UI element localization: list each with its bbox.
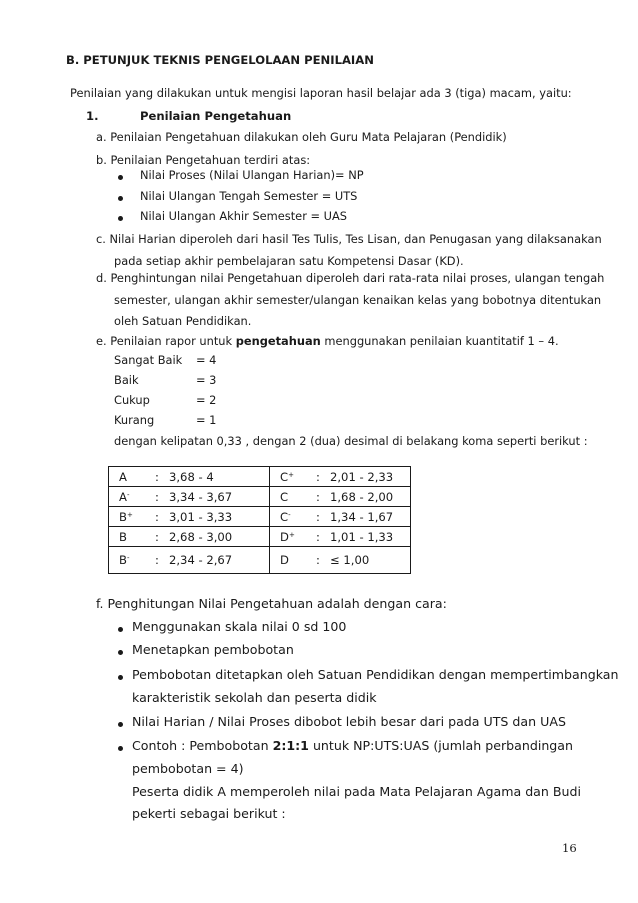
grade-letter-mark: +: [288, 530, 295, 539]
f-bullet-5-line1: [132, 738, 573, 753]
grade-letter: [119, 510, 155, 524]
f-bullet-5-prefix: Contoh : Pembobotan: [132, 738, 273, 753]
point-a: a. Penilaian Pengetahuan dilakukan oleh Guru Mata Pelajaran (Pendidik): [96, 130, 507, 144]
grade-range: 1,34 - 1,67: [330, 509, 394, 524]
grade-range: 2,34 - 2,67: [169, 553, 233, 567]
grade-cell-left: [109, 547, 270, 574]
b-bullet-3: Nilai Ulangan Akhir Semester = UAS: [140, 209, 348, 223]
grade-cell-left: [109, 467, 270, 487]
grade-letter: [119, 553, 155, 567]
grade-colon: :: [155, 509, 159, 524]
grade-colon: :: [316, 553, 320, 567]
f-bullet-5-line2: pembobotan = 4): [132, 761, 244, 776]
f-bullet-1: Menggunakan skala nilai 0 sd 100: [132, 619, 347, 634]
b-bullet-1: Nilai Proses (Nilai Ulangan Harian)= NP: [140, 168, 364, 182]
grade-letter-mark: +: [288, 470, 294, 479]
scale-value-1: = 3: [196, 373, 217, 387]
bullet-icon: [118, 196, 123, 201]
grade-letter-base: B: [119, 509, 127, 524]
intro-text: Penilaian yang dilakukan untuk mengisi laporan hasil belajar ada 3 (tiga) macam, yaitu:: [70, 86, 572, 100]
grade-letter: [119, 490, 155, 504]
grade-cell-right: [270, 547, 411, 574]
scale-label-3: Kurang: [114, 413, 155, 427]
grade-range: 1,01 - 1,33: [330, 529, 394, 544]
grade-cell-right: [270, 487, 411, 507]
grade-letter: [280, 470, 316, 484]
f-bullet-5-suffix: untuk NP:UTS:UAS (jumlah perbandingan: [308, 738, 574, 753]
bullet-icon: [118, 627, 123, 632]
grade-letter-base: D: [280, 553, 289, 567]
grade-letter: [280, 510, 316, 524]
grade-range: 1,68 - 2,00: [330, 489, 394, 504]
grade-cell-left: [109, 507, 270, 527]
grade-letter-mark: +: [126, 510, 133, 519]
grade-cell-left: [109, 527, 270, 547]
grade-letter-base: B: [119, 529, 127, 544]
grade-row: [109, 507, 411, 527]
grade-row: [109, 527, 411, 547]
bullet-icon: [118, 650, 123, 655]
grade-cell-right: [270, 467, 411, 487]
scale-value-0: = 4: [196, 353, 217, 367]
grade-colon: :: [155, 469, 159, 484]
grade-letter-base: C: [280, 489, 289, 504]
point-d-line1: d. Penghintungan nilai Pengetahuan diperoleh dari rata-rata nilai proses, ulangan tengah: [96, 271, 605, 285]
grade-letter-mark: -: [126, 554, 130, 562]
grade-letter-base: A: [119, 489, 127, 504]
grade-range: 3,68 - 4: [169, 469, 214, 484]
point-c-line1: c. Nilai Harian diperoleh dari hasil Tes Tulis, Tes Lisan, dan Penugasan yang dilaksanakan: [96, 232, 602, 246]
grade-range: ≤ 1,00: [330, 553, 370, 567]
bullet-icon: [118, 216, 123, 221]
bullet-icon: [118, 722, 123, 727]
point-f: f. Penghitungan Nilai Pengetahuan adalah dengan cara:: [96, 596, 447, 611]
point-e-suffix: menggunakan penilaian kuantitatif 1 – 4.: [320, 334, 559, 348]
grade-letter-mark: -: [126, 490, 130, 499]
f-bullet-4: Nilai Harian / Nilai Proses dibobot lebih besar dari pada UTS dan UAS: [132, 714, 566, 729]
grade-cell-right: [270, 507, 411, 527]
grade-range: 3,34 - 3,67: [169, 489, 233, 504]
grade-cell-left: [109, 487, 270, 507]
grade-range: 2,01 - 2,33: [330, 469, 394, 484]
grade-colon: :: [316, 509, 320, 524]
grade-letter-base: C: [280, 469, 289, 484]
item1-title: Penilaian Pengetahuan: [140, 109, 292, 123]
grade-letter: [280, 490, 316, 504]
kelipatan-text: dengan kelipatan 0,33 , dengan 2 (dua) desimal di belakang koma seperti berikut :: [114, 434, 588, 448]
grade-row: [109, 547, 411, 574]
grade-colon: :: [316, 469, 320, 484]
f-bullet-5-line4: pekerti sebagai berikut :: [132, 806, 286, 821]
scale-value-3: = 1: [196, 413, 217, 427]
grade-letter-base: D: [280, 529, 289, 544]
scale-label-1: Baik: [114, 373, 139, 387]
f-bullet-2: Menetapkan pembobotan: [132, 642, 294, 657]
page-number: 16: [562, 841, 577, 855]
point-b: b. Penilaian Pengetahuan terdiri atas:: [96, 153, 311, 167]
f-bullet-3-line2: karakteristik sekolah dan peserta didik: [132, 690, 377, 705]
grade-range: 3,01 - 3,33: [169, 509, 233, 524]
grade-letter: [280, 553, 316, 567]
grade-colon: :: [155, 529, 159, 544]
point-e: [96, 334, 559, 348]
f-bullet-3-line1: Pembobotan ditetapkan oleh Satuan Pendidikan dengan mempertimbangkan: [132, 667, 619, 682]
section-title: B. PETUNJUK TEKNIS PENGELOLAAN PENILAIAN: [66, 53, 374, 67]
grade-letter-base: A: [119, 469, 127, 484]
point-e-prefix: e. Penilaian rapor untuk: [96, 334, 236, 348]
scale-value-2: = 2: [196, 393, 217, 407]
grade-letter: [280, 530, 316, 544]
grade-letter-mark: -: [288, 510, 291, 519]
grade-row: [109, 487, 411, 507]
grade-table: [108, 466, 411, 574]
grade-range: 2,68 - 3,00: [169, 529, 233, 544]
grade-colon: :: [155, 489, 159, 504]
f-bullet-5-line3: Peserta didik A memperoleh nilai pada Mata Pelajaran Agama dan Budi: [132, 784, 582, 799]
bullet-icon: [118, 675, 123, 680]
grade-letter-base: C: [280, 509, 289, 524]
grade-letter-base: B: [119, 553, 127, 567]
grade-colon: :: [155, 553, 159, 567]
bullet-icon: [118, 175, 123, 180]
scale-label-2: Cukup: [114, 393, 150, 407]
item1-number: 1.: [86, 109, 99, 123]
point-d-line3: oleh Satuan Pendidikan.: [114, 314, 252, 328]
grade-colon: :: [316, 529, 320, 544]
grade-cell-right: [270, 527, 411, 547]
point-e-bold: pengetahuan: [235, 334, 321, 348]
grade-letter: [119, 470, 155, 484]
grade-colon: :: [316, 489, 320, 504]
point-d-line2: semester, ulangan akhir semester/ulangan kenaikan kelas yang bobotnya ditentukan: [114, 293, 602, 307]
grade-letter: [119, 530, 155, 544]
scale-label-0: Sangat Baik: [114, 353, 183, 367]
b-bullet-2: Nilai Ulangan Tengah Semester = UTS: [140, 189, 358, 203]
f-bullet-5-bold: 2:1:1: [272, 738, 309, 753]
grade-row: [109, 467, 411, 487]
bullet-icon: [118, 746, 123, 751]
point-c-line2: pada setiap akhir pembelajaran satu Kompetensi Dasar (KD).: [114, 254, 464, 268]
